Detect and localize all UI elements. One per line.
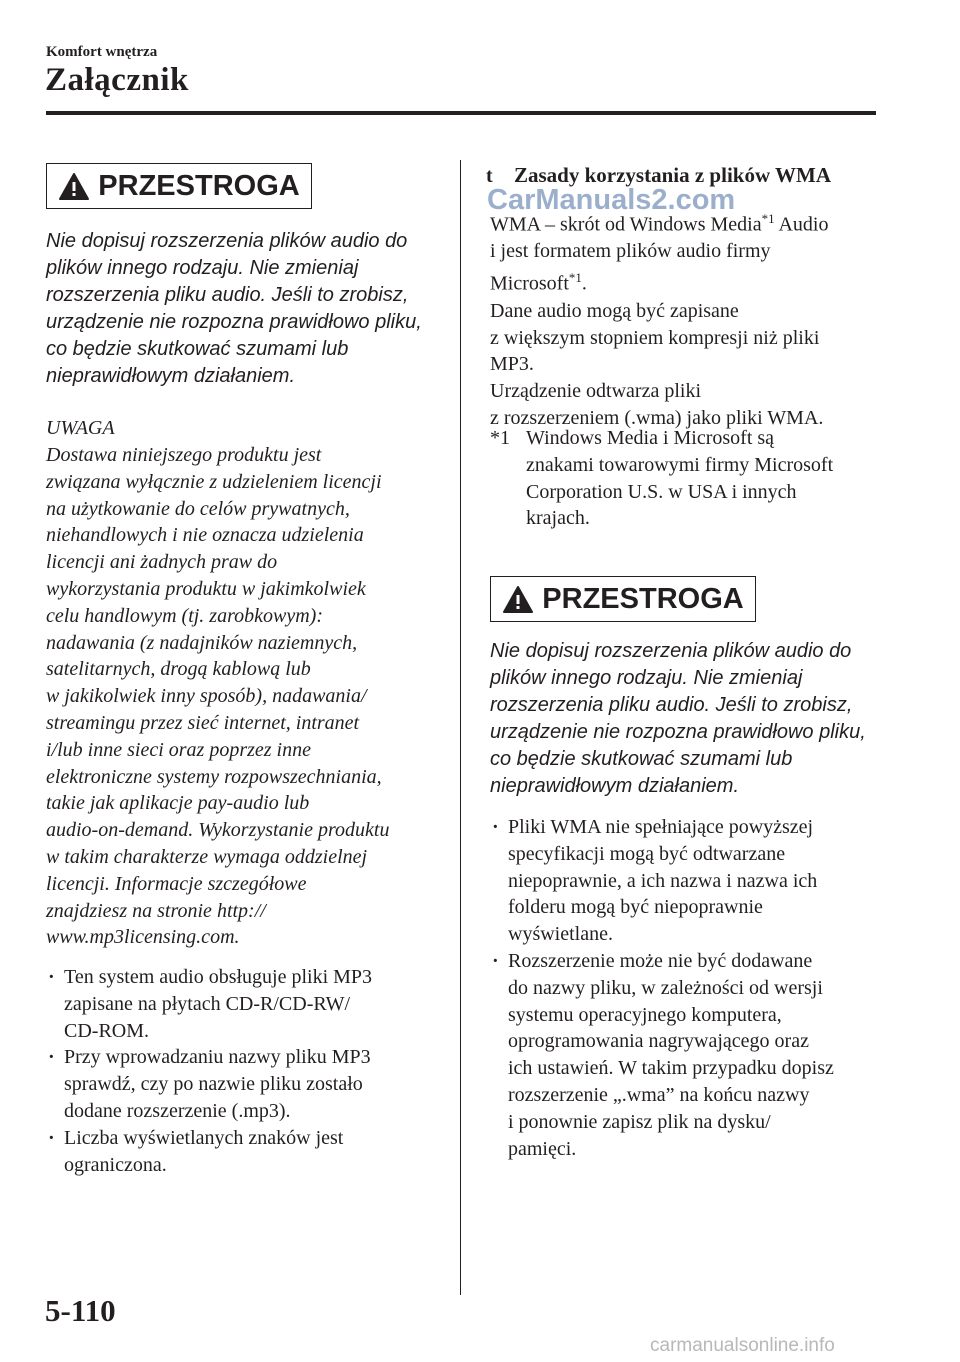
site-watermark: carmanualsonline.info [650, 1335, 835, 1356]
caution-box-right [490, 576, 756, 622]
page-title: Załącznik [45, 62, 189, 98]
section-label: Komfort wnętrza [46, 44, 158, 60]
footnote-text: Windows Media i Microsoft są znakami towarowymi firmy Microsoft Corporation U.S. w USA i innych krajach. [526, 427, 834, 530]
list-item: · Przy wprowadzaniu nazwy pliku MP3 sprawdź, czy po nazwie pliku zostało dodane rozszerzenie (.mp3). [46, 1044, 456, 1124]
note-text: Dostawa niniejszego produktu jest związana wyłącznie z udzieleniem licencji na użytkowanie do celów prywatnych, niehandlowych i nie oznacza udzielenia licencji ani żadnych praw do wykorzystania produktu w jakimkolwiek celu handlowym (tj. zarobkowym): nadawania (z nadajników naziemnych, satelitarnych, drogą kablową lub w jakikolwiek inny sposób), nadawania/ streamingu przez sieć internet, intranet i/lub inne sieci oraz poprzez inne elektroniczne systemy rozpowszechniania, takie jak aplikacje pay-audio lub audio-on-demand. Wykorzystanie produktu w takim charakterze wymaga oddzielnej licencji. Informacje szczegółowe znajdziesz na stronie http:// www.mp3licensing.com. [46, 444, 390, 949]
header-rule [46, 111, 876, 115]
intro-text: WMA – skrót od Windows Media [490, 213, 762, 236]
right-bullet-list [490, 814, 900, 1162]
wma-intro [490, 206, 890, 432]
intro-text: Audio i jest formatem plików audio firmy Microsoft [490, 213, 829, 295]
column-divider [460, 160, 461, 1295]
list-item: · Rozszerzenie może nie być dodawane do nazwy pliku, w zależności od wersji systemu operacyjnego komputera, oprogramowania nagrywającego oraz ich ustawień. W takim przypadku dopisz rozszerzenie „.wma” na końcu nazwy i ponownie zapisz plik na dysku/ pamięci. [490, 948, 900, 1162]
list-item: · Pliki WMA nie spełniające powyższej specyfikacji mogą być odtwarzane niepoprawnie, a ich nazwa i nazwa ich folderu mogą być niepoprawnie wyświetlane. [490, 814, 900, 948]
warning-icon [58, 172, 90, 201]
heading-marker: t [486, 165, 493, 187]
warning-icon [502, 585, 534, 614]
left-bullet-list [46, 964, 456, 1178]
list-item: · Ten system audio obsługuje pliki MP3 zapisane na płytach CD-R/CD-RW/ CD-ROM. [46, 964, 456, 1044]
note-title: UWAGA [46, 417, 115, 439]
list-item: · Liczba wyświetlanych znaków jest ograniczona. [46, 1125, 456, 1179]
caution-text-right: Nie dopisuj rozszerzenia plików audio do plików innego rodzaju. Nie zmieniaj rozszerzenia pliku audio. Jeśli to zrobisz, urządzenie nie rozpozna prawidłowo pliku, co będzie skutkować szumami lub nieprawidłowym działaniem. [490, 640, 866, 797]
caution-label: PRZESTROGA [542, 582, 744, 615]
footnote-ref: *1 [568, 270, 582, 286]
caution-box-left [46, 163, 312, 209]
watermark-logo: CarManuals2.com [487, 184, 736, 216]
footnote-mark: *1 [490, 427, 510, 449]
section-heading-text: Zasady korzystania z plików WMA [514, 163, 831, 187]
section-heading [486, 163, 831, 188]
footnote-ref: *1 [761, 211, 775, 226]
footnote [490, 425, 890, 532]
caution-label: PRZESTROGA [98, 169, 300, 202]
intro-text: . Dane audio mogą być zapisane z większym stopniem kompresji niż pliki MP3. Urządzenie odtwarza pliki z rozszerzeniem (.wma) jako pliki WMA. [490, 272, 824, 429]
page-number: 5-110 [45, 1293, 116, 1328]
caution-text-left: Nie dopisuj rozszerzenia plików audio do plików innego rodzaju. Nie zmieniaj rozszerzenia pliku audio. Jeśli to zrobisz, urządzenie nie rozpozna prawidłowo pliku, co będzie skutkować szumami lub nieprawidłowym działaniem. [46, 230, 422, 387]
